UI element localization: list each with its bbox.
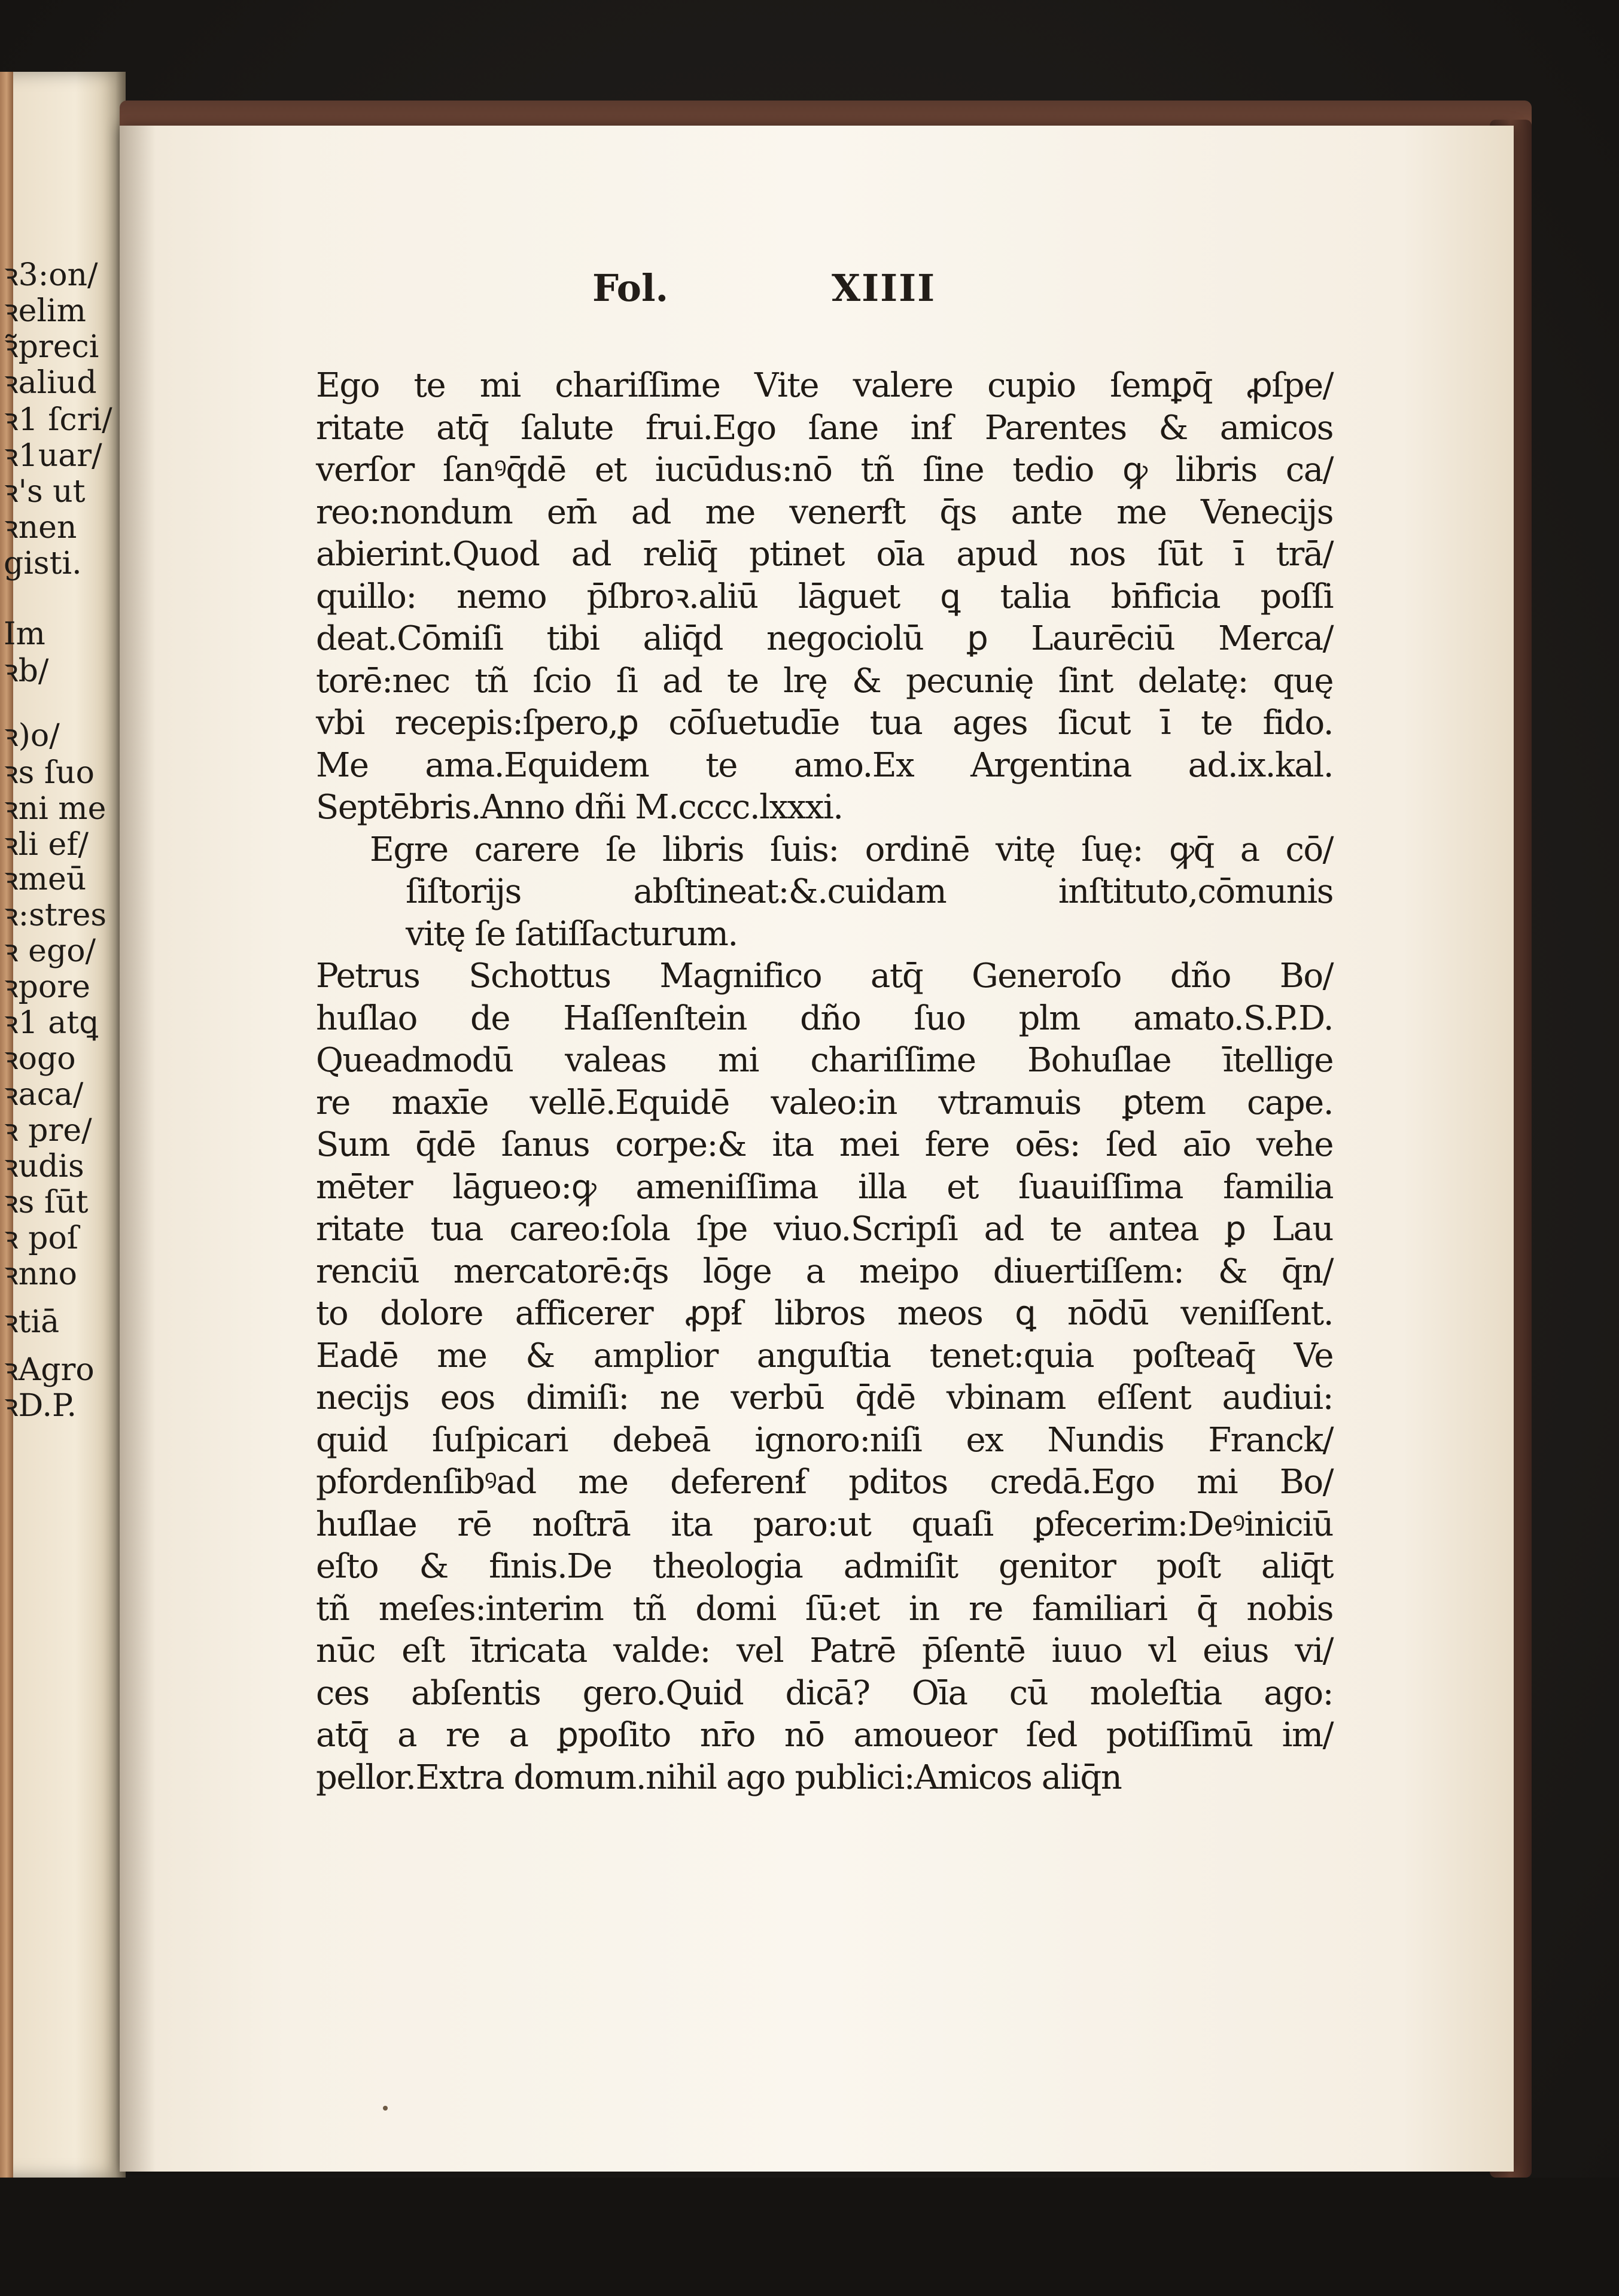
left-page-fragment: ꝛ's ut: [4, 474, 86, 510]
left-page-fragment: ꝛAgro: [4, 1352, 95, 1388]
left-page-fragment: ꝛ)o/: [4, 718, 60, 754]
text-line: Me ama.Equidem te amo.Ex Argentina ad.ix.kal.: [316, 745, 1333, 785]
text-line: pfordenſibꝰad me deferenẜ pditos credā.Ego mi Bo/: [316, 1463, 1333, 1502]
left-page-fragment: ꝛmeū: [4, 861, 87, 897]
left-page-fragment: ꝛaca/: [4, 1077, 84, 1113]
text-line: re maxīe vellē.Equidē valeo:in vtramuis ꝑtem cape.: [316, 1083, 1333, 1122]
left-page-fragment: ꝛ3:on/: [4, 257, 98, 293]
left-page-fragment: ꝛpore: [4, 969, 90, 1005]
left-page-fragment: ꝛli ef/: [4, 827, 89, 863]
left-page-fragment: ꝛb/: [4, 653, 49, 689]
text-line: to dolore afficerer ꝓpẜ libros meos ꝗ nōdū veniſſent.: [316, 1294, 1333, 1333]
paper-spot: [383, 2106, 388, 2111]
left-page-fragment: ꝛ1 atꝗ: [4, 1005, 99, 1041]
folio-header: [120, 266, 1514, 320]
left-page-fragment: ꝛD.P.: [4, 1388, 77, 1424]
left-page-fragment: ꝛs ſuo: [4, 755, 95, 791]
text-line: Septēbris.Anno dñi M.cccc.lxxxi.: [316, 788, 843, 827]
text-line: ritate atq̄ ſalute frui.Ego ſane inẜ Parentes & amicos: [316, 408, 1333, 447]
text-line: atq̄ a re a ꝑpoſito nr̄o nō amoueor ſed potiſſimū im/: [316, 1716, 1333, 1755]
text-line: necijs eos dimiſi: ne verbū q̄dē vbinam eſſent audiui:: [316, 1378, 1333, 1417]
left-page-fragment: ꝛaliud: [4, 365, 97, 401]
text-line: reo:nondum em̄ ad me venerẜt q̄s ante me Venecijs: [316, 492, 1333, 532]
folio-label: Fol.: [592, 266, 669, 310]
text-line: Egre carere ſe libris ſuis: ordinē vitę ſuę: ꝙq̄ a cō/: [370, 830, 1333, 869]
left-page-fragment: gisti.: [4, 546, 82, 581]
left-page-fragment: ꝛ pre/: [4, 1113, 92, 1149]
text-line: deat.Cōmiſi tibi aliq̄d negociolū ꝑ Laurēciū Merca/: [316, 619, 1333, 658]
text-line: torē:nec tñ ſcio ſi ad te lrę & pecunię ſint delatę: quę: [316, 661, 1333, 701]
recto-page: [120, 126, 1514, 2172]
text-line: eſto & finis.De theologia admiſit genitor poſt aliq̄t: [316, 1547, 1333, 1586]
text-line: nūc eſt ītricata valde: vel Patrē p̄ſentē iuuo vl eius vi/: [316, 1631, 1333, 1670]
letter-text-block: [316, 365, 1333, 1799]
left-page-fragment: ꝛ̃preci: [4, 329, 99, 365]
left-page-edge: [0, 72, 126, 2178]
left-page-fragment: ꝛudis: [4, 1149, 84, 1184]
left-page-fragment: ꝛ1uar/: [4, 438, 102, 474]
text-line: tñ meſes:interim tñ domi ſū:et in re familiari q̄ nobis: [316, 1589, 1333, 1628]
text-line: Sum q̄dē ſanus corpe:& ita mei fere oēs: ſed aīo vehe: [316, 1125, 1333, 1164]
left-page-fragment: ꝛ poſ: [4, 1220, 79, 1256]
left-page-fragment: ꝛnno: [4, 1256, 77, 1292]
text-line: ces abſentis gero.Quid dicā? Oīa cū moleſtia ago:: [316, 1673, 1333, 1713]
folio-number: XIIII: [832, 266, 936, 310]
left-page-fragment: ꝛelim: [4, 293, 86, 329]
left-page-fragment: ꝛ ego/: [4, 933, 96, 969]
text-line: mēter lāgueo:ꝙ ameniſſima illa et ſuauiſſima familia: [316, 1167, 1333, 1207]
text-line: ritate tua careo:ſola ſpe viuo.Scripſi ad te antea ꝑ Lau: [316, 1210, 1333, 1249]
text-line: Ego te mi chariſſime Vite valere cupio ſemꝑq̄ ꝓſpe/: [316, 366, 1333, 405]
background-cloth: [0, 2178, 1619, 2296]
text-line: vbi recepis:ſpero,ꝑ cōſuetudīe tua ages ſicut ī te fido.: [316, 704, 1333, 742]
text-line: pellor.Extra domum.nihil ago publici:Amicos aliq̄n: [316, 1758, 1122, 1797]
left-page-fragment: Im: [4, 616, 45, 652]
text-line: quillo: nemo p̄ſbroꝛ.aliū lāguet ꝗ talia bn̄ficia poſſi: [316, 577, 1333, 616]
text-line: abierint.Quod ad reliq̄ ptinet oīa apud nos ſūt ī trā/: [316, 535, 1333, 574]
left-page-fragment: ꝛnen: [4, 510, 77, 546]
left-page-fragment: ꝛni me: [4, 791, 106, 827]
left-page-fragment: ꝛogo: [4, 1041, 76, 1077]
left-page-fragment: ꝛ:stres: [4, 897, 107, 933]
gutter-shadow: [120, 126, 156, 2172]
text-line: vitę ſe ſatiſſacturum.: [406, 914, 738, 954]
text-line: quid ſuſpicari debeā ignoro:niſi ex Nundis Franck/: [316, 1420, 1333, 1460]
left-page-fragment: ꝛs ſūt: [4, 1184, 89, 1220]
text-line: Queadmodū valeas mi chariſſime Bohuſlae ītellige: [316, 1041, 1333, 1080]
text-line: huſlao de Haſſenſtein dño ſuo plm amato.S.P.D.: [316, 998, 1333, 1038]
text-line: Eadē me & amplior anguſtia tenet:quia poſteaq̄ Ve: [316, 1336, 1333, 1375]
text-line: verſor ſanꝰq̄dē et iucūdus:nō tñ ſine tedio ꝙ libris ca/: [316, 450, 1333, 489]
text-line: renciū mercatorē:q̄s lōge a meipo diuertiſſem: & q̄n/: [316, 1251, 1333, 1291]
text-line: huſlae rē noſtrā ita paro:ut quaſi ꝑfecerim:Deꝰiniciū: [316, 1505, 1333, 1544]
left-page-fragment: ꝛtiā: [4, 1304, 60, 1340]
text-line: Petrus Schottus Magnifico atq̄ Generoſo dño Bo/: [316, 957, 1333, 995]
left-page-fragment: ꝛ1 ſcri/: [4, 402, 112, 438]
text-line: ſiſtorijs abſtineat:&.cuidam inſtituto,cōmunis: [406, 872, 1333, 911]
